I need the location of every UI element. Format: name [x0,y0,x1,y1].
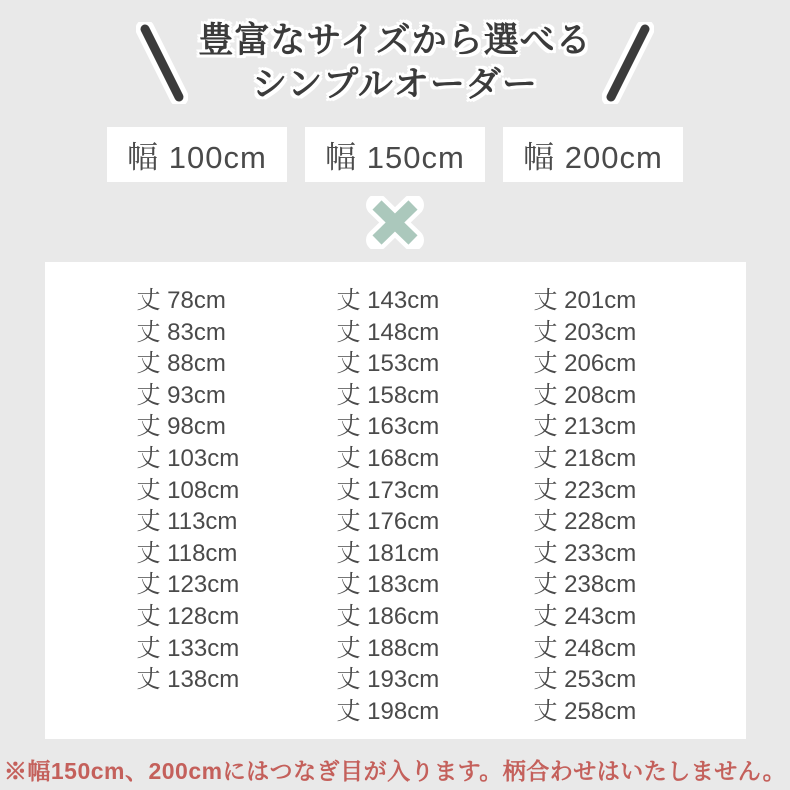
length-item: 丈 228cm [533,508,637,536]
length-item: 丈 138cm [136,666,240,694]
length-item: 丈 163cm [336,413,440,441]
backslash-icon [136,22,188,104]
length-item: 丈 113cm [136,508,238,536]
width-option-label: 幅 200cm [523,140,663,175]
length-item: 丈 253cm [533,666,637,694]
length-item: 丈 128cm [136,602,240,630]
width-option-label: 幅 100cm [127,140,267,175]
length-item: 丈 173cm [336,476,440,504]
length-item: 丈 186cm [336,602,440,630]
multiply-icon [365,196,425,249]
length-item: 丈 153cm [336,350,440,378]
length-item: 丈 78cm [136,287,226,314]
length-item: 丈 158cm [336,381,440,409]
length-column-width100 [137,285,337,739]
length-item: 丈 103cm [136,444,240,472]
forward-slash-icon [602,22,654,104]
banner-title-line2: シンプルオーダー [252,65,538,104]
length-item: 丈 133cm [136,634,240,662]
width-option-200cm [503,127,683,182]
length-item: 丈 188cm [336,634,440,662]
length-item: 丈 206cm [533,350,637,378]
length-item: 丈 93cm [136,381,226,409]
length-item: 丈 176cm [336,508,440,536]
length-item: 丈 243cm [533,602,637,630]
length-item: 丈 258cm [533,697,637,725]
length-item: 丈 218cm [533,444,637,472]
length-item: 丈 193cm [336,666,440,694]
length-item: 丈 208cm [533,381,637,409]
length-item: 丈 123cm [136,571,240,599]
length-item: 丈 98cm [136,413,226,441]
banner-title [198,19,591,107]
width-option-150cm [305,127,485,182]
length-item: 丈 213cm [533,413,637,441]
width-option-100cm [107,127,287,182]
length-item: 丈 183cm [336,571,440,599]
length-item: 丈 198cm [336,697,440,725]
width-option-label: 幅 150cm [325,140,465,175]
length-item: 丈 168cm [336,444,440,472]
banner-title-line1: 豊富なサイズから選べる [198,21,592,60]
length-item: 丈 203cm [533,318,637,346]
length-item: 丈 143cm [336,287,440,314]
length-item: 丈 223cm [533,476,637,504]
length-item: 丈 233cm [533,539,637,567]
width-options-row [107,127,683,182]
length-item: 丈 88cm [136,350,226,378]
length-item: 丈 83cm [136,318,226,346]
length-item: 丈 201cm [533,287,637,314]
length-item: 丈 118cm [136,539,238,567]
seam-note: ※幅150cm、200cmにはつなぎ目が入ります。柄合わせはいたしません。 [3,758,787,784]
length-column-width200 [534,285,637,739]
banner-title-row [136,16,653,110]
length-column-width150 [337,285,534,739]
length-item: 丈 148cm [336,318,440,346]
length-item: 丈 181cm [336,539,440,567]
length-item: 丈 248cm [533,634,637,662]
length-item: 丈 238cm [533,571,637,599]
length-item: 丈 108cm [136,476,240,504]
length-table-panel [45,262,746,739]
multiply-icon-wrap [365,196,425,249]
